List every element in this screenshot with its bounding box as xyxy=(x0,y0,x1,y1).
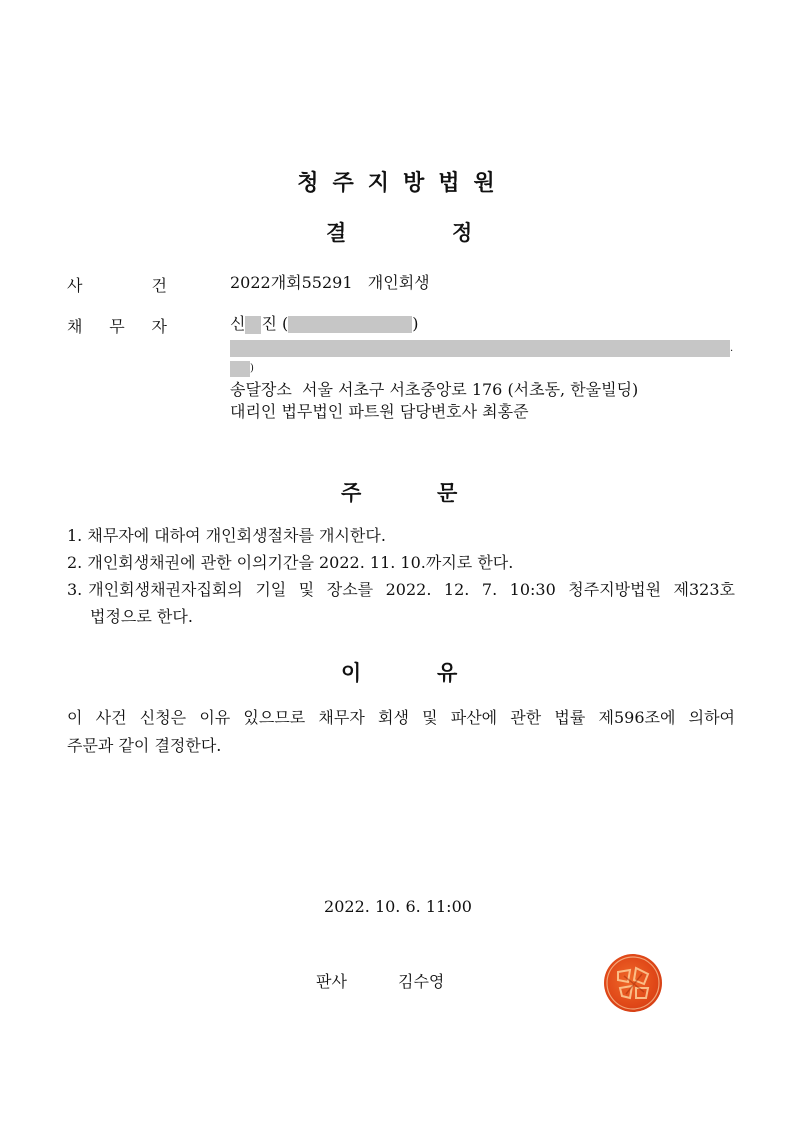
decision-title-left: 결 xyxy=(326,221,347,245)
court-name: 청주지방법원 xyxy=(297,171,509,196)
delivery-address xyxy=(230,378,638,402)
reason-heading-left: 이 xyxy=(341,661,362,685)
redaction-block xyxy=(288,316,412,333)
order-heading-right: 문 xyxy=(437,481,458,505)
decision-date: 2022. 10. 6. 11:00 xyxy=(324,897,472,916)
order-text: 채무자에 대하여 개인회생절차를 개시한다. xyxy=(87,526,386,545)
order-heading-left: 주 xyxy=(341,481,362,505)
debtor-name-first: 신 xyxy=(230,314,246,333)
court-seal-stamp xyxy=(604,954,662,1012)
reason-text-line-2: 주문과 같이 결정한다. xyxy=(67,736,222,755)
reason-heading-right: 유 xyxy=(437,661,458,685)
address-line-2: ) xyxy=(230,358,254,377)
order-number: 3. xyxy=(67,580,83,599)
reason-text-line-1: 이 사건 신청은 이유 있으므로 채무자 회생 및 파산에 관한 법률 제596조에 의하여 xyxy=(67,708,735,727)
order-number: 2. xyxy=(67,553,83,572)
case-number: 2022개회55291 개인회생 xyxy=(230,273,430,292)
decision-title-right: 정 xyxy=(452,221,473,245)
order-text: 개인회생채권에 관한 이의기간을 2022. 11. 10.까지로 한다. xyxy=(87,553,514,572)
order-text: 개인회생채권자집회의 기일 및 장소를 2022. 12. 7. 10:30 청주지방법원 제323호 xyxy=(88,580,735,599)
debtor-name-last: 진 xyxy=(261,314,277,333)
order-item xyxy=(67,524,386,548)
delivery-label: 송달장소 xyxy=(230,380,292,399)
order-text-continuation: 법정으로 한다. xyxy=(90,607,193,626)
judge-title: 판사 xyxy=(316,972,347,991)
order-number: 1. xyxy=(67,526,83,545)
paren-close: ) xyxy=(412,314,419,333)
redaction-block xyxy=(230,361,250,377)
redaction-block xyxy=(245,316,261,334)
debtor-name-line xyxy=(230,312,419,336)
seal-pattern-icon xyxy=(604,954,662,1012)
address-line-1: . xyxy=(230,338,733,357)
case-label: 사 건 xyxy=(67,276,167,295)
order-item xyxy=(67,551,513,575)
order-item xyxy=(67,578,735,602)
redaction-block xyxy=(230,340,730,357)
paren-open: ( xyxy=(282,314,289,333)
delivery-value: 서울 서초구 서초중앙로 176 (서초동, 한울빌딩) xyxy=(302,380,639,399)
judge-name: 김수영 xyxy=(398,972,445,991)
debtor-label: 채 무 자 xyxy=(67,317,167,336)
debtor-agent: 대리인 법무법인 파트원 담당변호사 최홍준 xyxy=(230,402,529,421)
